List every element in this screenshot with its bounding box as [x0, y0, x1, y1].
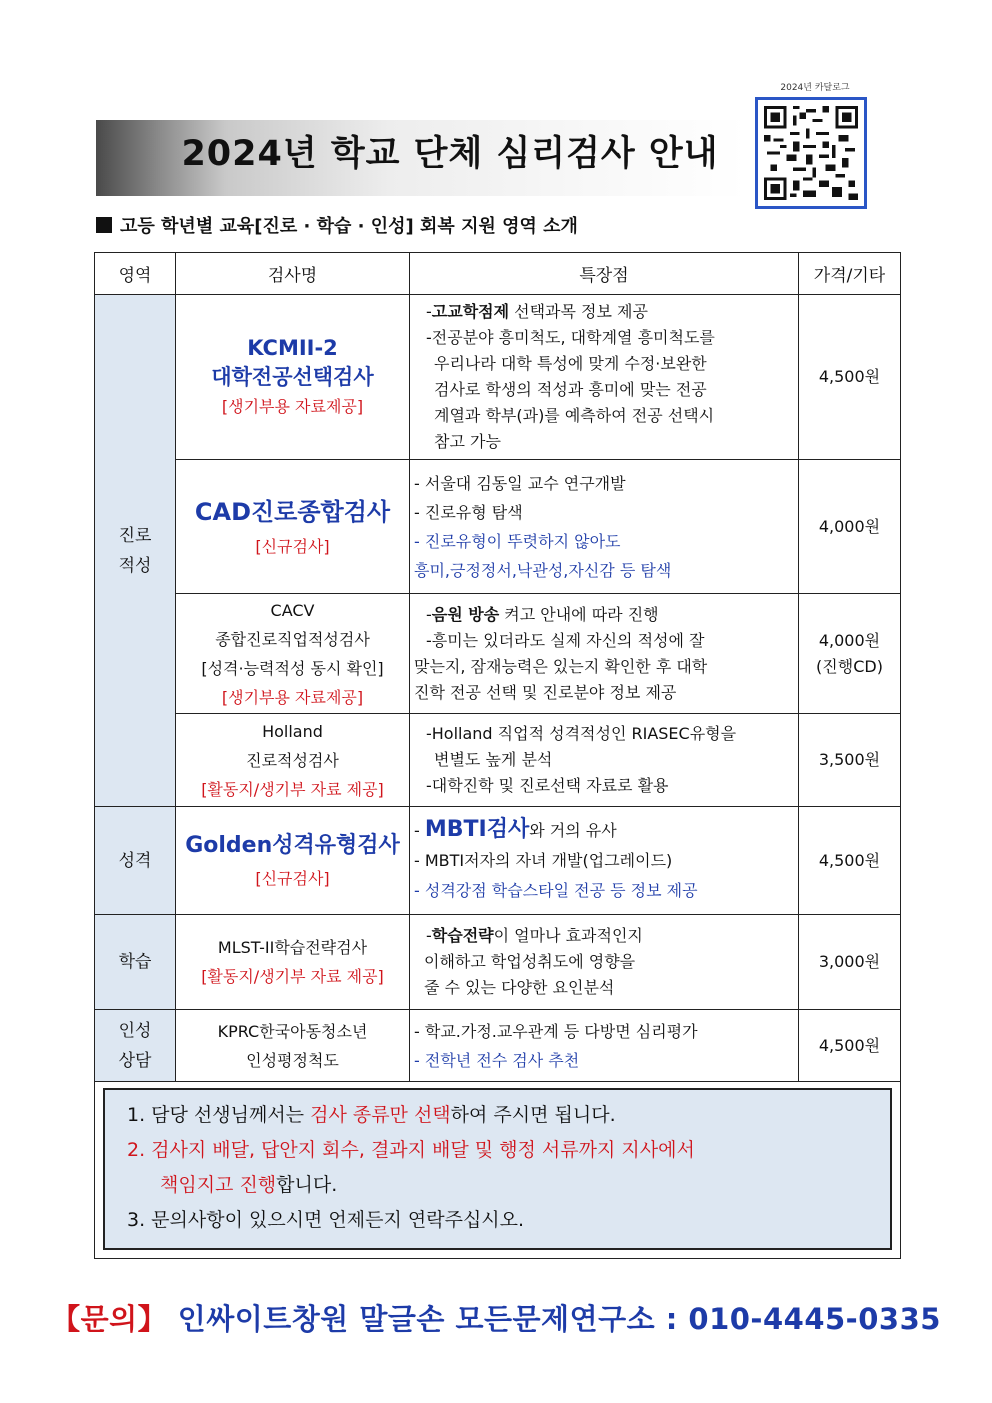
note-1: [127, 1098, 870, 1133]
page-title: 2024년 학교 단체 심리검사 안내: [181, 134, 719, 174]
area-label: 적성: [118, 555, 152, 576]
feature-line: 진학 전공 선택 및 진로분야 정보 제공: [414, 682, 677, 702]
section-heading-text: 고등 학년별 교육[진로 · 학습 · 인성] 회복 지원 영역 소개: [120, 216, 578, 237]
header-features: 특장점: [410, 253, 799, 295]
price-line: 4,000원: [818, 630, 881, 650]
dash: -: [414, 821, 425, 840]
contact-line: [0, 1297, 992, 1338]
square-bullet-icon: [96, 217, 112, 233]
feature-line: 줄 수 있는 다양한 요인분석: [424, 978, 615, 997]
test-tag: [활동지/생기부 자료 제공]: [201, 967, 384, 986]
feature-line: -대학진학 및 진로선택 자료로 활용: [426, 776, 669, 795]
area-label: 인성: [118, 1020, 152, 1041]
table-row: [95, 1010, 901, 1082]
test-tag: [생기부용 자료제공]: [221, 687, 364, 707]
test-table: [94, 252, 901, 1259]
test-name-kprc: [176, 1010, 410, 1082]
test-name-line: Golden성격유형검사: [185, 833, 400, 858]
note-text: 합니다.: [276, 1174, 338, 1196]
test-name-holland: [176, 714, 410, 807]
feature-line: 맞는지, 잠재능력은 있는지 확인한 후 대학: [414, 656, 708, 676]
area-character: [95, 1010, 176, 1082]
test-name-line: KPRC한국아동청소년: [217, 1021, 368, 1041]
feature-line: - 전학년 전수 검사 추천: [414, 1050, 580, 1070]
feature-line: 계열과 학부(과)를 예측하여 전공 선택시: [434, 406, 715, 425]
price-line: (진행CD): [816, 656, 883, 676]
test-features: [410, 594, 799, 714]
test-features: [410, 1010, 799, 1082]
test-name-kcmii: [176, 295, 410, 460]
area-personality: 성격: [95, 807, 176, 915]
test-name-line: CAD진로종합검사: [194, 498, 391, 526]
feature-highlight: MBTI검사: [424, 817, 530, 842]
qr-caption: 2024년 카달로그: [780, 83, 850, 93]
test-name-line: 대학전공선택검사: [211, 364, 374, 389]
dash: -: [426, 926, 432, 945]
area-label: 상담: [118, 1050, 152, 1071]
feature-line: 이해하고 학업성취도에 영향을: [424, 952, 636, 971]
contact-text[interactable]: 인싸이트창원 말글손 모든문제연구소 : 010-4445-0335: [167, 1302, 941, 1336]
feature-line: - 진로유형 탐색: [414, 502, 523, 522]
test-name-line: Holland: [262, 721, 323, 741]
notes-box: [103, 1088, 892, 1250]
note-emphasis: 검사 종류만 선택: [310, 1104, 451, 1126]
test-name-line: CACV: [270, 600, 315, 620]
feature-bold: 고교학점제: [431, 302, 510, 321]
feature-line: -전공분야 흥미척도, 대학계열 흥미척도를: [426, 328, 715, 347]
test-name-mlst: [176, 915, 410, 1010]
feature-line: - MBTI저자의 자녀 개발(업그레이드): [414, 851, 673, 870]
feature-text: 선택과목 정보 제공: [509, 302, 648, 321]
test-price: 4,500원: [799, 1010, 901, 1082]
table-row: [95, 915, 901, 1010]
feature-line: 흥미,긍정정서,낙관성,자신감 등 탐색: [414, 560, 672, 580]
feature-text: 켜고 안내에 따라 진행: [499, 604, 659, 624]
table-row: [95, 460, 901, 594]
feature-line: - 서울대 김동일 교수 연구개발: [414, 473, 626, 493]
header-price: 가격/기타: [799, 253, 901, 295]
feature-line: [414, 299, 794, 325]
test-price: 4,500원: [799, 295, 901, 460]
test-name-line: 진로적성검사: [246, 750, 339, 770]
test-price: 3,500원: [799, 714, 901, 807]
test-features: [410, 915, 799, 1010]
test-tag: [신규검사]: [255, 537, 330, 556]
area-learning: 학습: [95, 915, 176, 1010]
test-tag: [생기부용 자료제공]: [221, 396, 364, 416]
test-tag: [신규검사]: [255, 869, 330, 888]
dash: -: [426, 302, 432, 321]
feature-line: [414, 602, 794, 628]
table-header-row: [95, 253, 901, 295]
test-name-line: KCMII-2: [247, 335, 338, 360]
feature-line: [414, 923, 794, 949]
feature-line: -Holland 직업적 성격적성인 RIASEC유형을: [426, 724, 737, 743]
feature-line: 검사로 학생의 적성과 흥미에 맞는 전공: [434, 380, 707, 399]
table-row: [95, 594, 901, 714]
notes-row: [95, 1082, 901, 1259]
note-2-cont: [127, 1168, 870, 1203]
area-label: 진로: [118, 525, 152, 546]
table-row: [95, 807, 901, 915]
test-features: [410, 295, 799, 460]
test-features: [410, 714, 799, 807]
feature-line: - 성격강점 학습스타일 전공 등 정보 제공: [414, 881, 698, 900]
test-price: 4,500원: [799, 807, 901, 915]
test-features: [410, 807, 799, 915]
header-area: 영역: [95, 253, 176, 295]
feature-line: - 학교.가정.교우관계 등 다방면 심리평가: [414, 1021, 698, 1041]
note-text: 하여 주시면 됩니다.: [450, 1104, 616, 1126]
test-price: [799, 594, 901, 714]
header-test-name: 검사명: [176, 253, 410, 295]
test-name-line: MLST-II학습전략검사: [217, 938, 368, 957]
test-name-golden: [176, 807, 410, 915]
dash: -: [426, 604, 432, 624]
feature-line: 참고 가능: [434, 432, 501, 451]
note-2: 2. 검사지 배달, 답안지 회수, 결과지 배달 및 행정 서류까지 지사에서: [127, 1139, 695, 1161]
feature-text: 이 얼마나 효과적인지: [493, 926, 643, 945]
table-row: [95, 714, 901, 807]
feature-line: 우리나라 대학 특성에 맞게 수정·보완한: [434, 354, 707, 373]
feature-line: -흥미는 있더라도 실제 자신의 적성에 잘: [426, 630, 705, 650]
table-row: [95, 295, 901, 460]
test-name-cacv: [176, 594, 410, 714]
test-price: 3,000원: [799, 915, 901, 1010]
feature-line: 변별도 높게 분석: [434, 750, 553, 769]
feature-bold: 학습전략: [431, 926, 494, 945]
test-tag: [활동지/생기부 자료 제공]: [201, 779, 384, 799]
feature-line: [414, 815, 794, 846]
feature-bold: 음원 방송: [431, 604, 500, 624]
test-name-line: 인성평정척도: [246, 1050, 339, 1070]
test-name-cad: [176, 460, 410, 594]
note-emphasis: 책임지고 진행: [160, 1174, 277, 1196]
notes-cell: [95, 1082, 901, 1259]
test-price: 4,000원: [799, 460, 901, 594]
test-name-line: 종합진로직업적성검사: [215, 629, 370, 649]
test-features: [410, 460, 799, 594]
note-3: 3. 문의사항이 있으시면 언제든지 연락주십시오.: [127, 1209, 525, 1231]
note-text: 1. 담당 선생님께서는: [127, 1104, 311, 1126]
area-career: [95, 295, 176, 807]
section-heading: [96, 212, 578, 238]
feature-line: - 진로유형이 뚜렷하지 않아도: [414, 531, 621, 551]
contact-label: 【문의】: [51, 1302, 168, 1336]
test-name-line: [성격·능력적성 동시 확인]: [201, 658, 384, 678]
feature-text: 와 거의 유사: [529, 821, 617, 840]
